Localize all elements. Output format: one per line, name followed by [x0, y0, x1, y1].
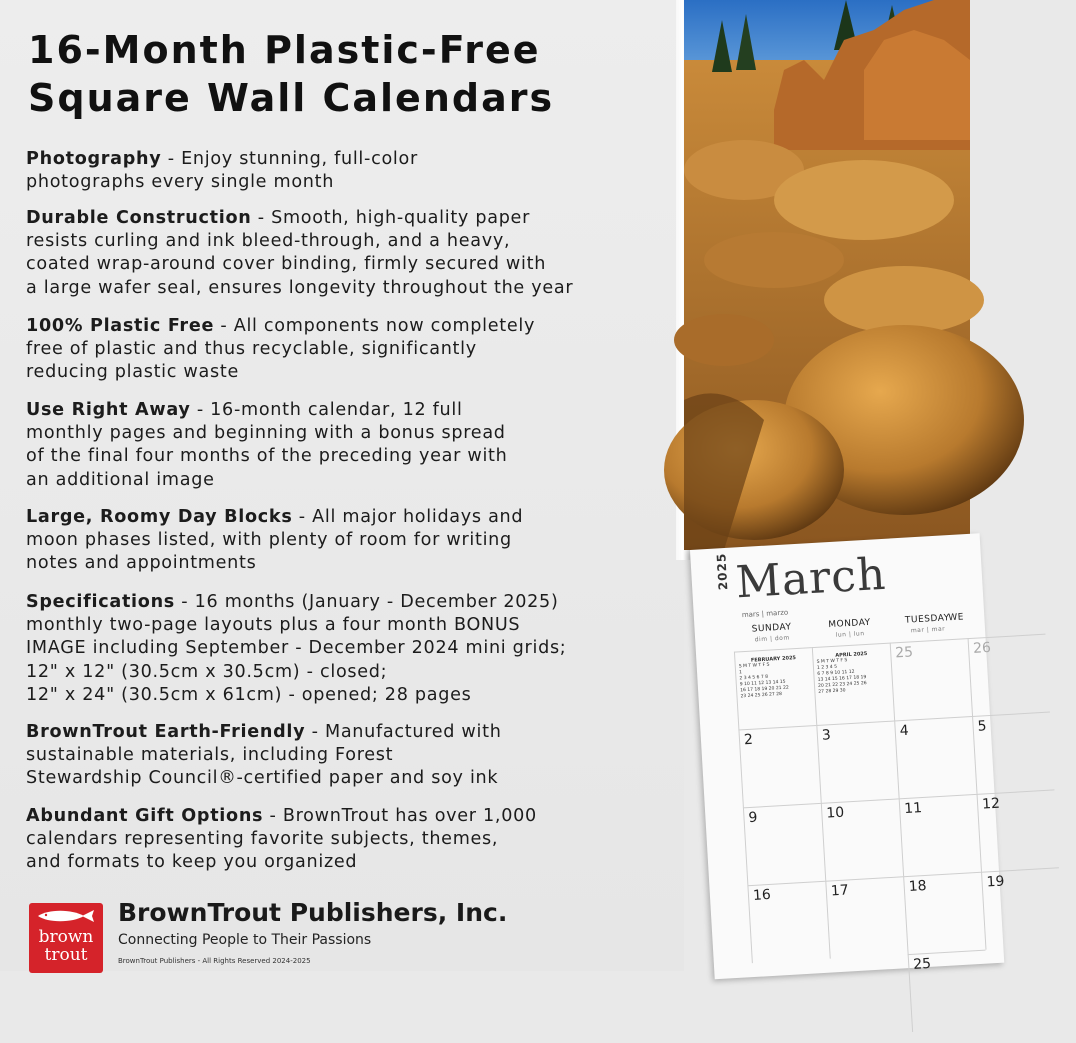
feature-text: - Smooth, high-quality paper: [251, 208, 531, 228]
day-header-wednesday: [948, 609, 1026, 623]
day-number: 25: [894, 644, 914, 662]
calendar-day-cell: [903, 872, 985, 954]
day-number: 25: [912, 955, 932, 973]
calendar-month: March: [734, 548, 888, 609]
day-name: WE: [948, 612, 965, 624]
feature-line: calendars representing favorite subjects, themes,: [26, 829, 499, 850]
feature-day-blocks: [26, 506, 682, 576]
day-name: SUNDAY: [751, 622, 792, 635]
feature-heading: Abundant Gift Options: [26, 806, 264, 826]
calendar-year: 2025: [714, 552, 731, 591]
mini-row: S M T W T F S: [738, 662, 770, 670]
day-number: 10: [825, 804, 845, 822]
publisher-tagline: Connecting People to Their Passions: [118, 932, 372, 948]
day-number: 5: [977, 718, 988, 735]
feature-line: reducing plastic waste: [26, 362, 239, 383]
feature-text: - Manufactured with: [305, 722, 502, 742]
day-sub: mar | mar: [910, 625, 946, 635]
feature-line: 12" x 12" (30.5cm x 30.5cm) - closed;: [26, 661, 388, 682]
mini-row: 16 17 18 19 20 21 22: [740, 685, 789, 694]
day-number: 9: [748, 809, 758, 827]
mini-row: 9 10 11 12 13 14 15: [739, 679, 786, 688]
feature-line: IMAGE including September - December 2024 mini grids;: [26, 638, 567, 659]
mini-row: 13 14 15 16 17 18 19: [817, 675, 867, 683]
rock-landscape-image: [684, 0, 970, 550]
calendar-day-cell: [738, 725, 820, 807]
mini-row: 23 24 25 26 27 28: [740, 691, 783, 700]
calendar-day-cell: [908, 950, 990, 1032]
feature-line: coated wrap-around cover binding, firmly secured with: [26, 254, 547, 275]
day-number: 16: [752, 886, 772, 904]
mini-row: 1 2 3 4 5: [816, 664, 838, 671]
feature-text: - All components now completely: [214, 316, 536, 336]
day-number: 17: [830, 882, 850, 900]
feature-text: - BrownTrout has over 1,000: [263, 806, 537, 826]
calendar-day-cell: [890, 638, 972, 720]
title-line-1: 16-Month Plastic-Free: [28, 28, 541, 72]
feature-heading: BrownTrout Earth-Friendly: [26, 722, 306, 742]
calendar-day-cell: [743, 803, 825, 885]
calendar-cell-mini-apr: [812, 643, 894, 725]
day-number: 12: [981, 795, 1001, 813]
day-header-sunday: [732, 621, 811, 644]
calendar-day-cell: [825, 876, 907, 958]
day-sub: lun | lun: [835, 630, 865, 639]
logo-word-brown: brown: [38, 927, 94, 947]
feature-plastic-free: [26, 315, 682, 385]
calendar-cell-mini-feb: [734, 647, 816, 729]
feature-line: Stewardship Council®-certified paper and soy ink: [26, 768, 499, 789]
feature-line: sustainable materials, including Forest: [26, 745, 394, 766]
feature-heading: Use Right Away: [26, 400, 191, 420]
calendar-day-cell: [972, 712, 1054, 794]
day-name: TUESDAY: [904, 613, 951, 626]
publisher-name: BrownTrout Publishers, Inc.: [118, 898, 508, 927]
feature-line: monthly two-page layouts plus a four month BONUS: [26, 615, 521, 636]
calendar-day-cell: [899, 794, 981, 876]
mini-row: 6 7 8 9 10 11 12: [817, 669, 855, 677]
mini-calendar-february: [738, 654, 810, 700]
feature-line: of the final four months of the preceding year with: [26, 446, 508, 467]
browntrout-logo: [29, 903, 103, 973]
mini-row: 20 21 22 23 24 25 26: [817, 681, 867, 689]
mini-row: S M T W T F S: [816, 658, 848, 665]
feature-line: resists curling and ink bleed-through, and a heavy,: [26, 231, 511, 252]
calendar-day-cell: [968, 634, 1050, 716]
calendar-day-cell: [821, 798, 903, 880]
feature-line: photographs every single month: [26, 172, 335, 193]
publisher-fine-print: BrownTrout Publishers - All Rights Reserved 2024-2025: [118, 957, 311, 965]
calendar-day-cell: [747, 881, 829, 963]
mini-row: 2 3 4 5 6 7 8: [739, 674, 769, 682]
landscape-photo: [684, 0, 970, 550]
day-number: 26: [972, 639, 992, 657]
feature-line: a large wafer seal, ensures longevity throughout the year: [26, 277, 574, 298]
calendar-day-cell: [894, 716, 976, 798]
mini-calendar-april: [816, 650, 888, 696]
logo-word-trout: trout: [44, 945, 88, 965]
feature-line: monthly pages and beginning with a bonus spread: [26, 423, 506, 444]
day-number: 2: [743, 731, 754, 749]
day-number: 11: [903, 800, 923, 818]
calendar-day-cell: [816, 721, 898, 803]
day-name: MONDAY: [828, 617, 871, 631]
feature-heading: Durable Construction: [26, 208, 252, 228]
feature-text: - Enjoy stunning, full-color: [161, 149, 418, 169]
mini-title: APRIL 2025: [835, 650, 868, 659]
feature-line: an additional image: [26, 469, 215, 490]
calendar-day-cell: [981, 867, 1063, 949]
feature-earth-friendly: [26, 721, 682, 791]
feature-text: - All major holidays and: [292, 507, 524, 527]
feature-durable-construction: [26, 207, 682, 300]
day-number: 18: [908, 877, 928, 895]
mini-row: 1: [739, 670, 743, 676]
mini-row: 27 28 29 30: [818, 688, 846, 695]
calendar-day-cell: [977, 789, 1059, 871]
page-title: [28, 26, 668, 122]
day-number: 19: [986, 873, 1005, 891]
trout-icon: [36, 908, 96, 924]
feature-heading: 100% Plastic Free: [26, 316, 215, 336]
feature-heading: Specifications: [26, 592, 175, 612]
feature-line: free of plastic and thus recyclable, significantly: [26, 339, 477, 360]
mini-title: FEBRUARY 2025: [750, 655, 797, 664]
feature-text: - 16 months (January - December 2025): [174, 592, 559, 612]
title-line-2: Square Wall Calendars: [28, 76, 555, 120]
calendar-page: [690, 533, 1004, 979]
feature-heading: Photography: [26, 149, 162, 169]
feature-photography: [26, 148, 682, 194]
day-header-monday: [810, 617, 889, 640]
feature-line: notes and appointments: [26, 553, 257, 574]
calendar-grid: [734, 633, 1072, 981]
feature-line: moon phases listed, with plenty of room for writing: [26, 530, 512, 551]
feature-line: 12" x 24" (30.5cm x 61cm) - opened; 28 pages: [26, 684, 472, 705]
feature-specifications: [26, 591, 682, 707]
day-number: 3: [821, 727, 832, 744]
day-sub: dim | dom: [754, 634, 790, 644]
calendar-month-translations: mars | marzo: [741, 608, 789, 620]
day-number: 4: [899, 722, 910, 740]
feature-heading: Large, Roomy Day Blocks: [26, 507, 293, 527]
feature-line: and formats to keep you organized: [26, 852, 358, 873]
feature-gift-options: [26, 805, 682, 875]
feature-use-right-away: [26, 399, 682, 492]
feature-text: - 16-month calendar, 12 full: [190, 400, 463, 420]
